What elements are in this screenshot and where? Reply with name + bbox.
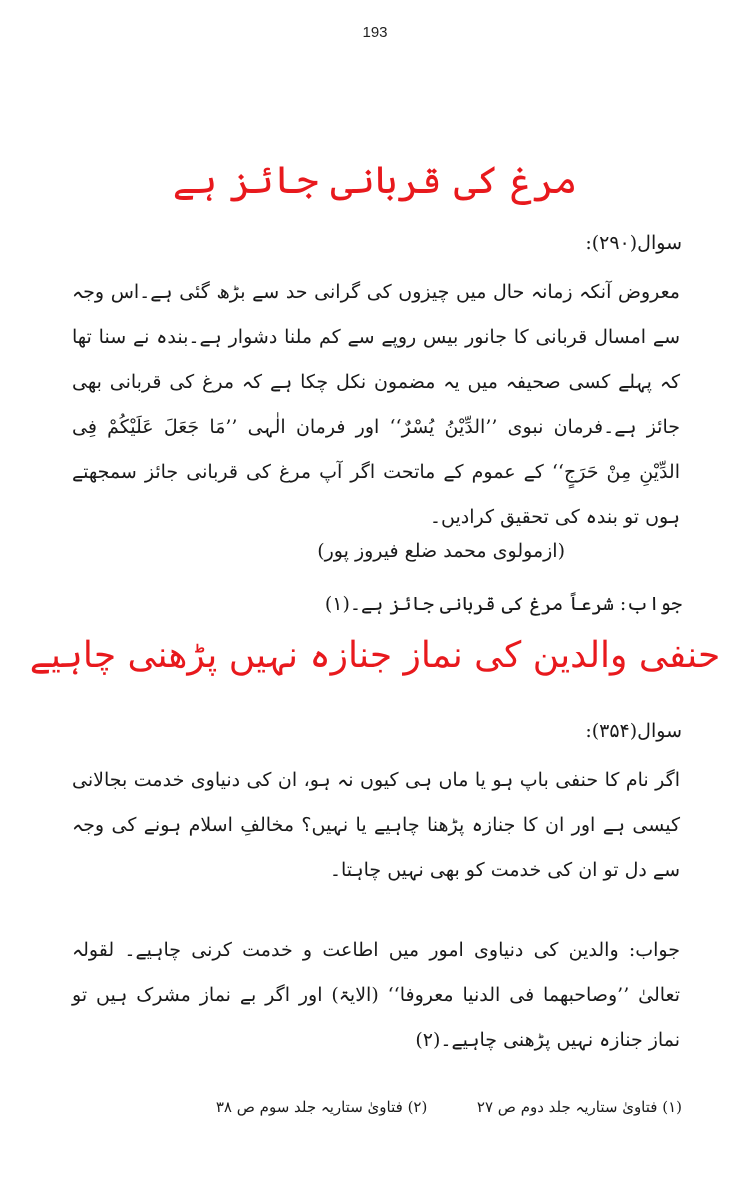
question-attribution: (ازمولوی محمد ضلع فیروز پور) — [317, 540, 565, 562]
question-text: معروض آنکہ زمانہ حال میں چیزوں کی گرانی حد سے بڑھ گئی ہے۔اس وجہ سے امسال قربانی کا جانور بیس روپے سے کم ملنا دشوار ہے۔بندہ نے سنا تھا کہ پہلے کسی صحیفہ میں یہ مضمون نکل چکا ہے کہ مرغ کی قربانی بھی جائز ہے۔فرمان نبوی ’’الدِّیْنُ یُسْرٌ‘‘ اور فرمان الٰہی ’’مَا جَعَلَ عَلَیْکُمْ فِی الدِّیْنِ مِنْ حَرَجٍ‘‘ کے عموم کے ماتحت اگر آپ مرغ کی قربانی جائز سمجھتے ہوں تو بندہ کی تحقیق کرادیں۔ — [72, 281, 680, 528]
section-heading-chicken-sacrifice: مرغ کی قربانی جائز ہے — [172, 158, 578, 202]
question-text: اگر نام کا حنفی باپ ہو یا ماں ہی کیوں نہ ہو، ان کی دنیاوی خدمت بجالانی کیسی ہے اور ان کا جنازہ پڑھنا چاہیے یا نہیں؟ مخالفِ اسلام ہونے کی وجہ سے دل تو ان کی خدمت کو بھی نہیں چاہتا۔ — [72, 769, 680, 881]
footnote: (۲) فتاویٰ ستاریہ جلد سوم ص ۳۸ — [215, 1098, 428, 1116]
answer-text: جواب: والدین کی دنیاوی امور میں اطاعت و خدمت کرنی چاہیے۔ لقولہ تعالیٰ ’’وصاحبھما فی الدنیا معروفا‘‘ (الایۃ) اور اگر بے نماز مشرک ہیں تو نماز جنازہ نہیں پڑھنی چاہیے۔(۲) — [72, 939, 680, 1051]
section-heading-funeral-prayer: حنفی والدین کی نماز جنازہ نہیں پڑھنی چاہیے — [29, 635, 721, 676]
question-label: سوال(۲۹۰): — [585, 232, 682, 254]
footnotes — [72, 1094, 682, 1120]
page-number: 193 — [362, 24, 388, 41]
answer-text: جواب: شرعاً مرغ کی قربانی جائز ہے۔(۱) — [324, 593, 682, 615]
question-label: سوال(۳۵۴): — [585, 720, 682, 742]
footnote: (۱) فتاویٰ ستاریہ جلد دوم ص ۲۷ — [476, 1098, 682, 1116]
